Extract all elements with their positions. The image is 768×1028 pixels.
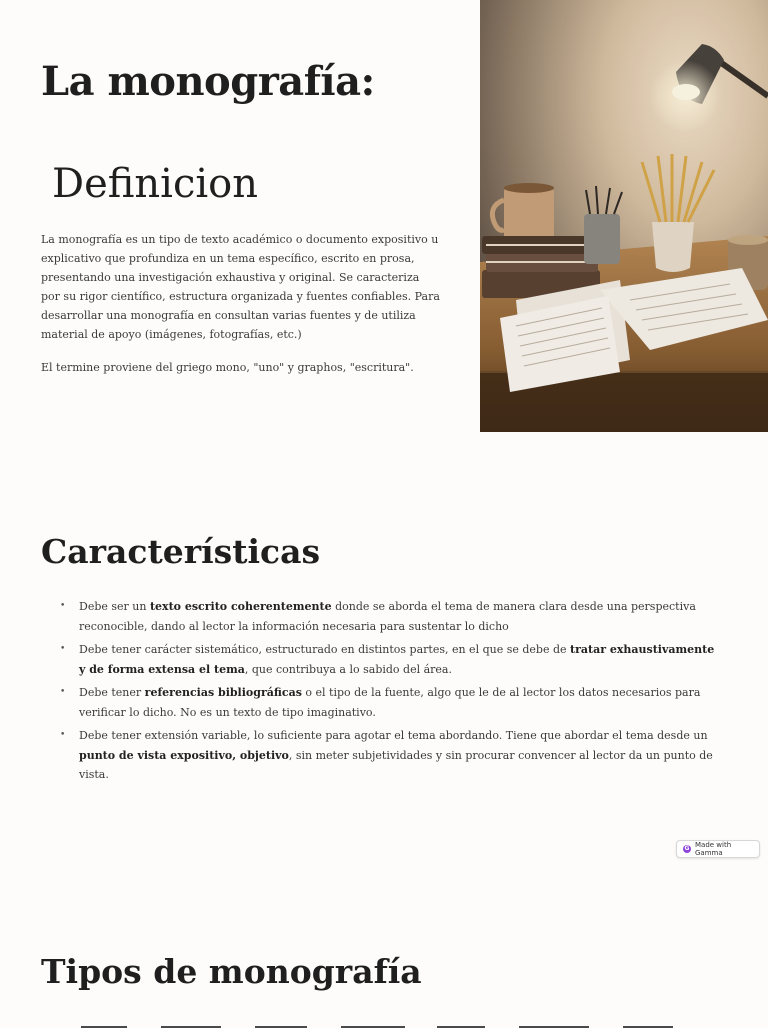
desk-lamp-books-image: [480, 0, 768, 432]
definition-heading: Definicion: [52, 161, 259, 207]
types-heading: Tipos de monografía: [41, 952, 422, 991]
list-item: [58, 683, 720, 722]
item-text: , que contribuya a lo sabido del área.: [244, 662, 452, 676]
item-text: Debe tener carácter sistemático, estructurado en distintos partes, en el que se debe de: [79, 643, 571, 656]
bullet-icon: •: [60, 644, 66, 654]
made-with-gamma-button[interactable]: [676, 840, 760, 858]
list-item: [58, 726, 720, 785]
list-item: [58, 597, 720, 636]
item-text: donde se aborda el tema de manera clara desde una perspectiva reconocible, dando al lector la información necesaria para sustentar lo dicho: [79, 600, 696, 633]
definition-paragraph: La monografía es un tipo de texto académico o documento expositivo u explicativo que profundiza en un tema específico, escrito en prosa, presentando una investigación exhaustiva y original. Se caracteriza por su rigor científico, estructura organizada y fuentes confiables. Para desarrollar una monografía en consultan varias fuentes y de utiliza material de apoyo (imágenes, fotografías, etc.): [41, 233, 440, 341]
item-text: o el tipo de la fuente, algo que le de al lector los datos necesarios para verificar lo dicho. No es un texto de tipo imaginativo.: [79, 686, 701, 719]
etymology-paragraph: El termine proviene del griego mono, "uno" y graphos, "escritura".: [41, 361, 414, 374]
list-item: [58, 640, 720, 679]
emphasis-text: tratar exhaustivamente y de forma extensa el tema: [79, 643, 715, 676]
emphasis-text: texto escrito coherentemente: [149, 600, 332, 613]
badge-label: Made with Gamma: [695, 841, 732, 857]
page-title: La monografía:: [41, 58, 375, 105]
bullet-icon: •: [60, 687, 66, 697]
bullet-icon: •: [60, 601, 66, 611]
item-text: Debe tener: [79, 686, 145, 699]
characteristics-heading: Características: [41, 532, 321, 571]
cropped-text-line: [41, 1016, 721, 1028]
emphasis-text: punto de vista expositivo, objetivo: [79, 748, 289, 762]
item-text: Debe ser un: [79, 600, 150, 613]
gamma-logo-icon: G: [684, 845, 690, 852]
bullet-icon: •: [60, 730, 66, 740]
item-text: Debe tener extensión variable, lo suficiente para agotar el tema abordando. Tiene que abordar el tema desde un: [79, 729, 708, 742]
emphasis-text: referencias bibliográficas: [144, 686, 302, 699]
characteristics-list: [58, 597, 720, 789]
item-text: , sin meter subjetividades y sin procurar convencer al lector da un punto de vista.: [79, 748, 713, 781]
